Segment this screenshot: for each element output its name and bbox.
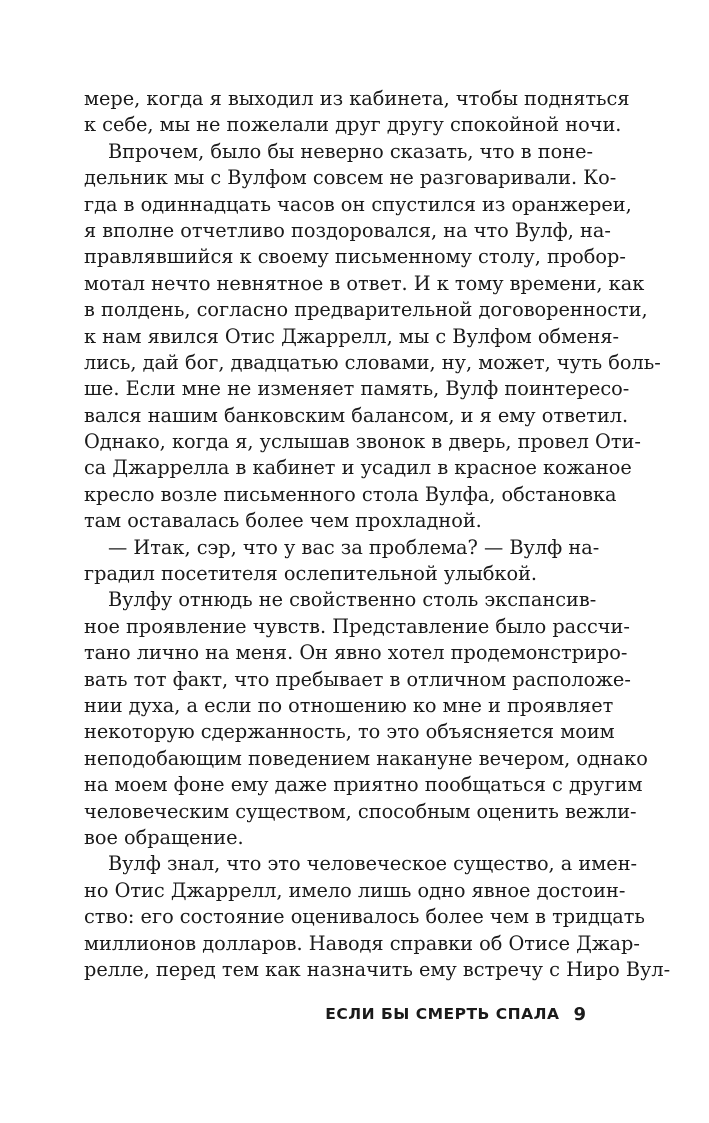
text-line: к себе, мы не пожелали друг другу спокойной ночи. — [84, 113, 622, 137]
text-line: к нам явился Отис Джаррелл, мы с Вулфом обменя- — [84, 324, 620, 348]
text-line: дельник мы с Вулфом совсем не разговаривали. Ко- — [84, 166, 617, 190]
text-line: мотал нечто невнятное в ответ. И к тому времени, как — [84, 271, 645, 295]
text-line: но Отис Джаррелл, имело лишь одно явное достоин- — [84, 878, 626, 902]
page-footer — [84, 1001, 586, 1027]
text-line: некоторую сдержанность, то это объясняется моим — [84, 720, 615, 744]
text-line: там оставалась более чем прохладной. — [84, 509, 482, 533]
text-line: вался нашим банковским балансом, и я ему ответил. — [84, 403, 629, 427]
text-line: ство: его состояние оценивалось более чем в тридцать — [84, 905, 645, 929]
text-line: са Джаррелла в кабинет и усадил в красное кожаное — [84, 456, 632, 480]
text-line: нии духа, а если по отношению ко мне и проявляет — [84, 693, 614, 717]
text-line: Впрочем, было бы неверно сказать, что в поне- — [108, 139, 594, 163]
text-line: человеческим существом, способным оценить вежли- — [84, 799, 637, 823]
body-text — [84, 86, 671, 983]
text-line: вать тот факт, что пребывает в отличном расположе- — [84, 667, 631, 691]
text-line: ное проявление чувств. Представление было рассчи- — [84, 614, 630, 638]
text-line: Однако, когда я, услышав звонок в дверь, провел Оти- — [84, 430, 641, 454]
text-line: неподобающим поведением накануне вечером, однако — [84, 746, 648, 770]
text-line: тано лично на меня. Он явно хотел продемонстриро- — [84, 641, 628, 665]
page-number: 9 — [573, 1003, 586, 1025]
text-line: мере, когда я выходил из кабинета, чтобы подняться — [84, 87, 630, 110]
text-line: градил посетителя ослепительной улыбкой. — [84, 562, 538, 586]
text-line: я вполне отчетливо поздоровался, на что Вулф, на- — [84, 218, 611, 242]
text-line: миллионов долларов. Наводя справки об Отисе Джар- — [84, 931, 640, 955]
text-line: — Итак, сэр, что у вас за проблема? — Вулф на- — [108, 535, 600, 559]
text-line: Вулф знал, что это человеческое существо, а имен- — [108, 852, 638, 876]
text-line: Вулфу отнюдь не свойственно столь экспансив- — [108, 588, 597, 612]
text-line: кресло возле письменного стола Вулфа, обстановка — [84, 482, 617, 506]
text-line: правлявшийся к своему письменному столу, пробор- — [84, 245, 626, 269]
text-line: вое обращение. — [84, 825, 244, 849]
text-line: лись, дай бог, двадцатью словами, ну, может, чуть боль- — [84, 350, 661, 374]
text-line: гда в одиннадцать часов он спустился из оранжереи, — [84, 192, 632, 216]
running-title: ЕСЛИ БЫ СМЕРТЬ СПАЛА — [325, 1005, 560, 1023]
text-line: в полдень, согласно предварительной договоренности, — [84, 298, 648, 322]
text-line: на моем фоне ему даже приятно пообщаться с другим — [84, 773, 643, 797]
text-line: ше. Если мне не изменяет память, Вулф поинтересо- — [84, 377, 630, 401]
text-line: релле, перед тем как назначить ему встречу с Ниро Вул- — [84, 957, 671, 981]
